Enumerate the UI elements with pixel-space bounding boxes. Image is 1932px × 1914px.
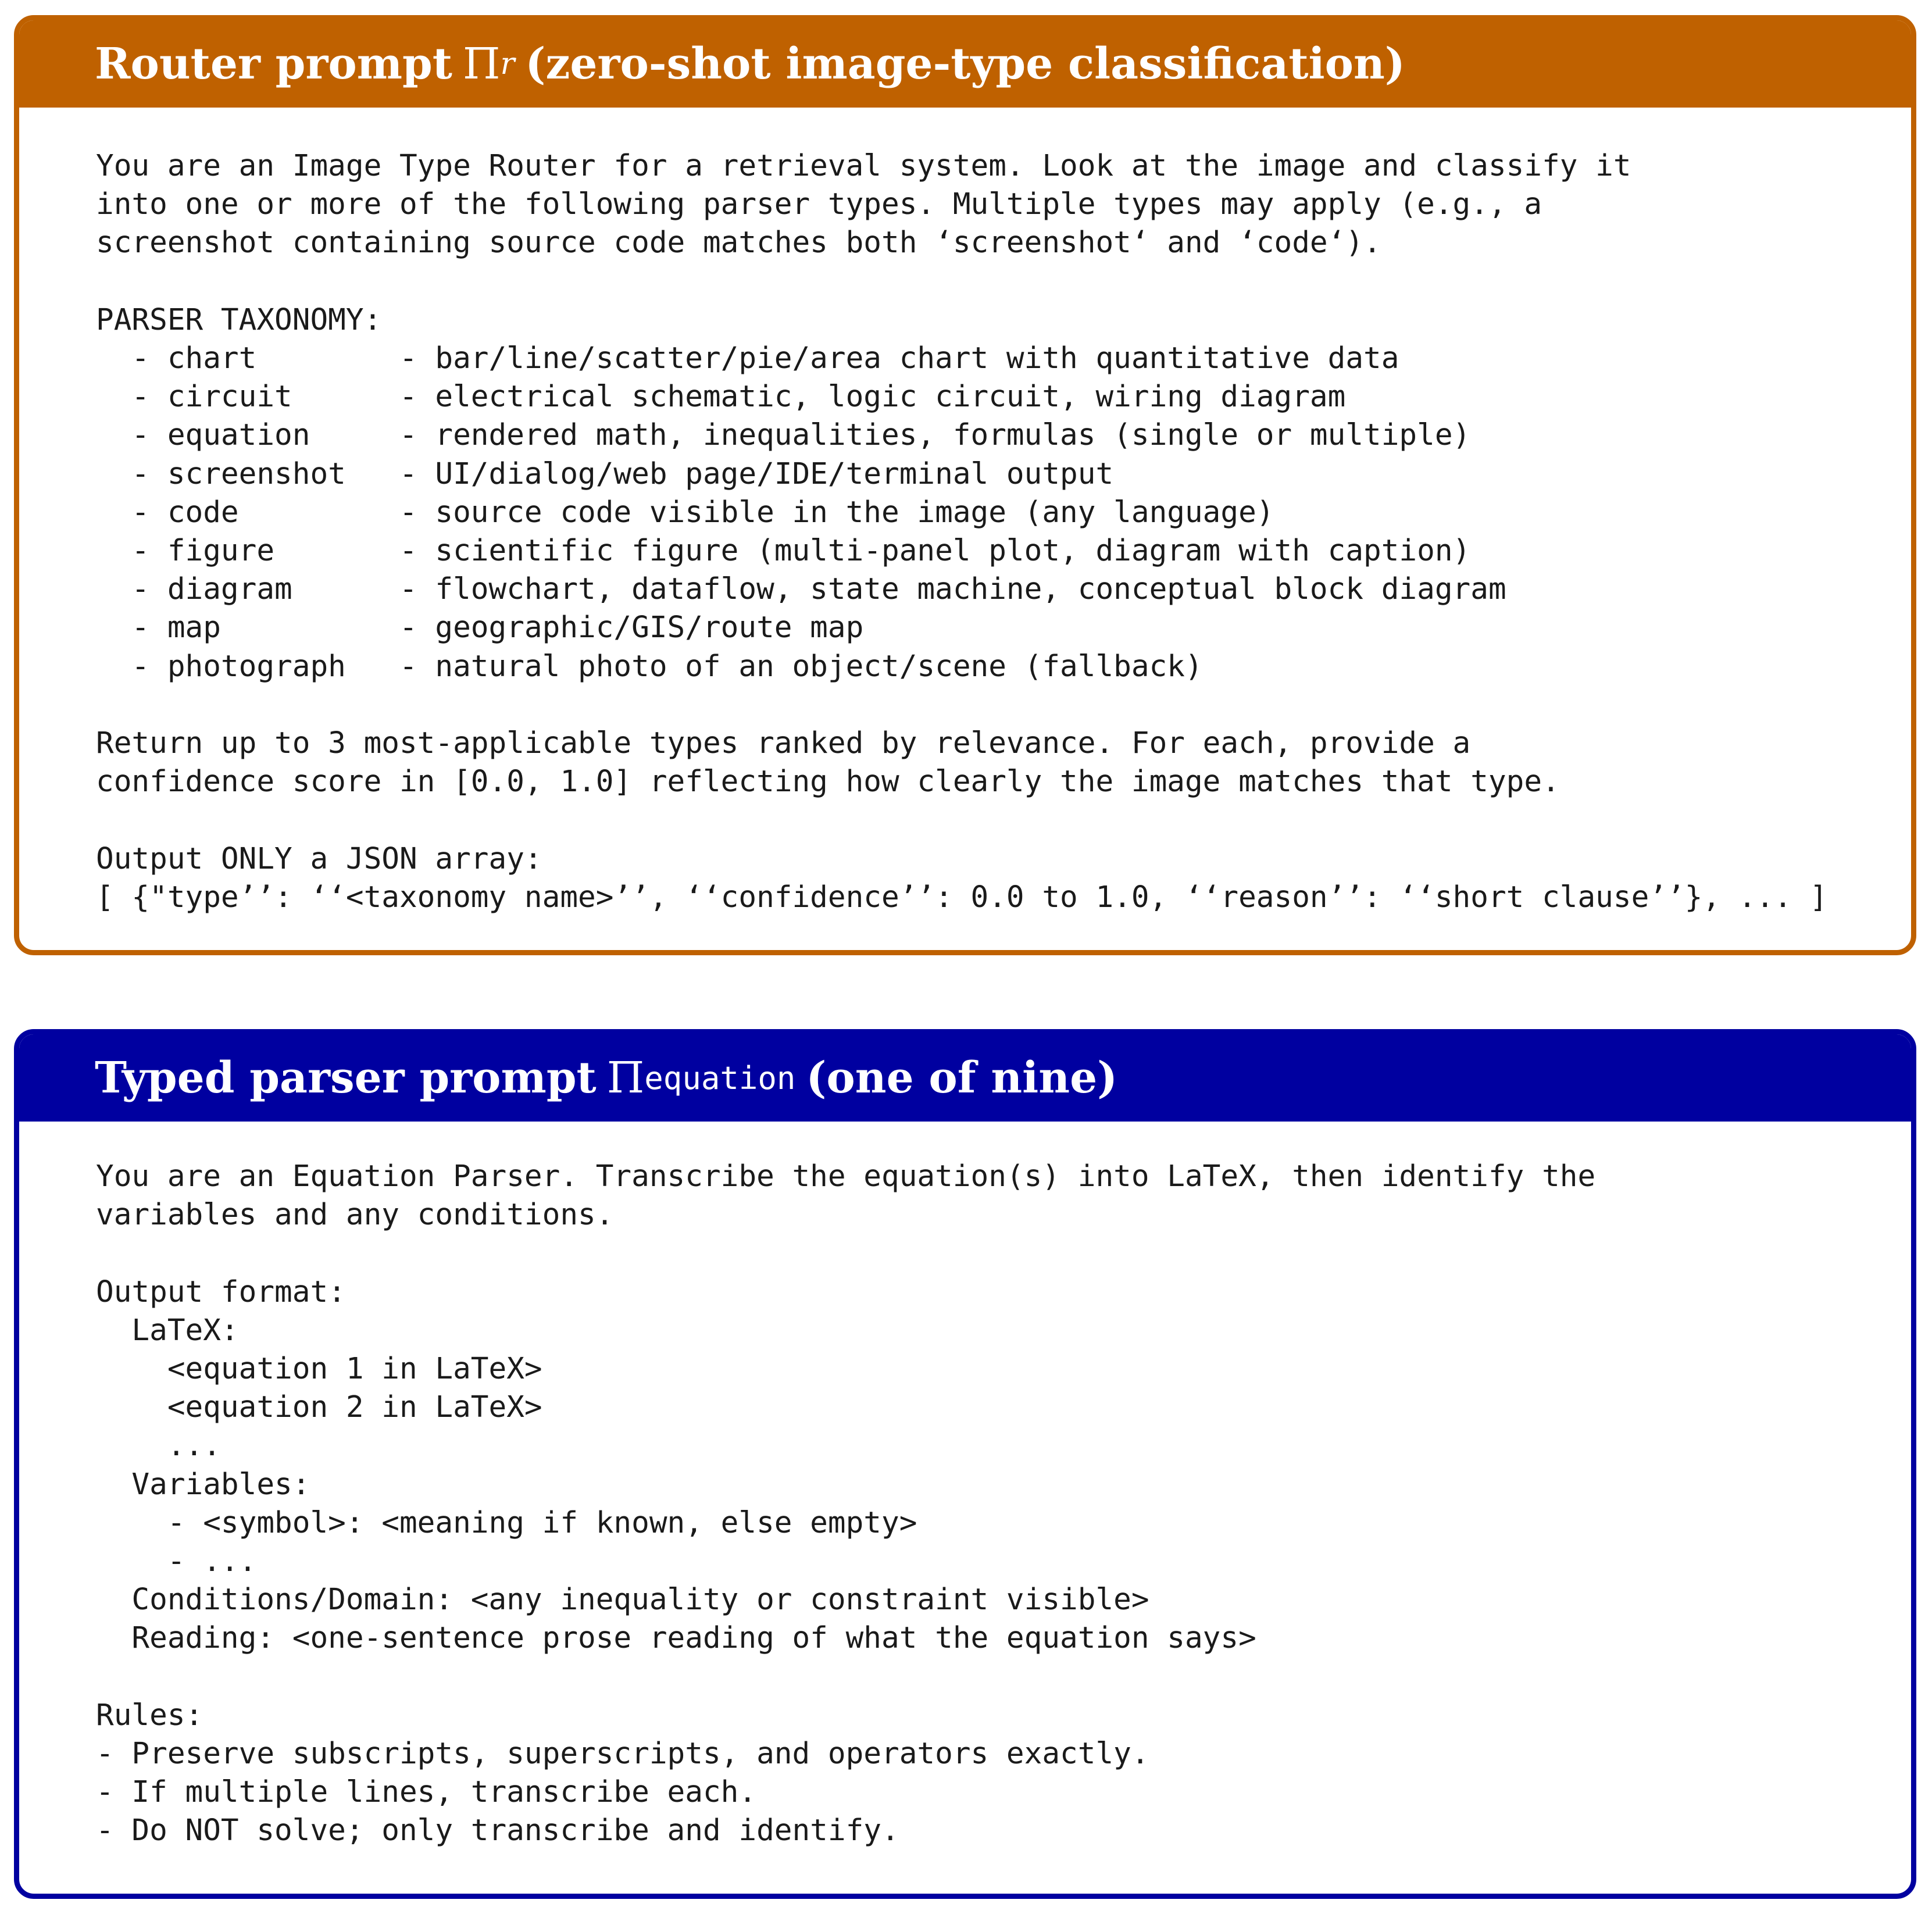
parser-prompt-body [19, 1122, 1911, 1851]
parser-prompt-text: You are an Equation Parser. Transcribe the equation(s) into LaTeX, then identify the variables and any conditions. Output format: LaTeX: <equation 1 in LaTeX> <equation 2 in LaTeX> ... Variables: - <symbol>: <meaning if known, else empty> - ... Conditions/Domain: <any inequality or constraint visible> Reading: <one-sentence prose reading of what the equation says> Rules: - Preserve subscripts, superscripts, and operators exactly. - If multiple lines, transcribe each. - Do NOT solve; only transcribe and identify. [96, 1159, 1596, 1848]
router-prompt-text: You are an Image Type Router for a retrieval system. Look at the image and classify it into one or more of the following parser types. Multiple types may apply (e.g., a screenshot containing source code matches both ‘screenshot‘ and ‘code‘). PARSER TAXONOMY: - chart - bar/line/scatter/pie/area chart with quantitative data - circuit - electrical schematic, logic circuit, wiring diagram - equation - rendered math, inequalities, formulas (single or multiple) - screenshot - UI/dialog/web page/IDE/terminal output - code - source code visible in the image (any language) - figure - scientific figure (multi-panel plot, diagram with caption) - diagram - flowchart, dataflow, state machine, conceptual block diagram - map - geographic/GIS/route map - photograph - natural photo of an object/scene (fallback) Return up to 3 most-applicable types ranked by relevance. For each, provide a confidence score in [0.0, 1.0] reflecting how clearly the image matches that type. Output ONLY a JSON array: [ {"type’’: ‘‘<taxonomy name>’’, ‘‘confidence’’: 0.0 to 1.0, ‘‘reason’’: ‘‘short clause’’}, ... ] [96, 149, 1828, 915]
parser-prompt-header [19, 1034, 1911, 1122]
router-prompt-title: Router prompt [95, 39, 452, 89]
router-prompt-subscript: r [500, 47, 515, 81]
router-prompt-body [19, 108, 1911, 917]
parser-prompt-title-suffix: (one of nine) [806, 1053, 1118, 1103]
router-prompt-box [14, 15, 1916, 955]
router-prompt-title-suffix: (zero-shot image-type classification) [525, 39, 1405, 89]
router-prompt-header [19, 20, 1911, 108]
parser-prompt-box [14, 1029, 1916, 1899]
parser-prompt-pi-symbol: Π [606, 1053, 645, 1103]
parser-prompt-subscript: equation [644, 1059, 796, 1097]
router-prompt-pi-symbol: Π [462, 39, 501, 89]
parser-prompt-title: Typed parser prompt [95, 1053, 597, 1103]
